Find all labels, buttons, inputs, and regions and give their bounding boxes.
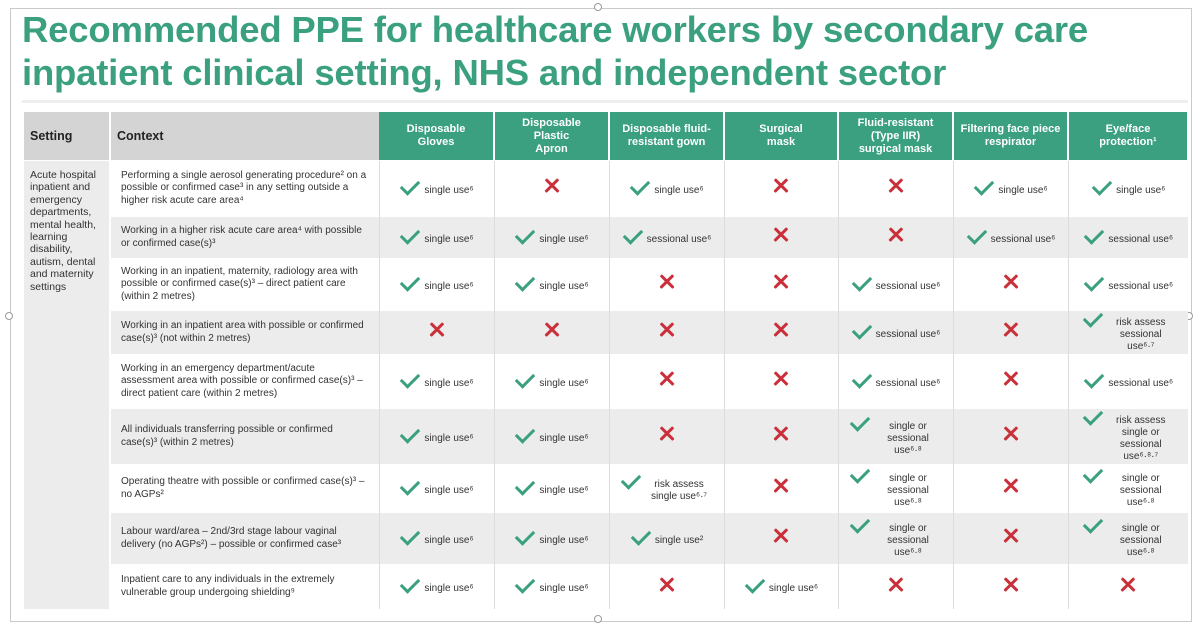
usage-label: single use⁶ bbox=[1116, 184, 1166, 196]
header-disposable-gloves: Disposable Gloves bbox=[379, 112, 494, 161]
ppe-cell bbox=[494, 311, 609, 355]
checkmark-icon bbox=[400, 224, 421, 245]
usage-label: single use⁶ bbox=[424, 582, 474, 594]
checkmark-icon bbox=[515, 525, 536, 546]
cross-icon bbox=[888, 178, 904, 194]
checkmark-icon bbox=[745, 573, 766, 594]
header-surgical-mask: Surgical mask bbox=[724, 112, 838, 161]
usage-label: single use² bbox=[654, 534, 704, 546]
ppe-cell bbox=[379, 409, 494, 465]
ppe-cell bbox=[724, 513, 838, 565]
ppe-cell bbox=[609, 355, 724, 409]
usage-label: single use⁶ bbox=[424, 534, 474, 546]
cross-icon bbox=[1003, 478, 1019, 494]
usage-label: risk assess sessional use⁶·⁷ bbox=[1116, 316, 1166, 352]
ppe-cell bbox=[1068, 565, 1188, 609]
ppe-cell bbox=[494, 565, 609, 609]
ppe-cell bbox=[724, 565, 838, 609]
ppe-cell bbox=[494, 217, 609, 259]
usage-label: sessional use⁶ bbox=[1108, 280, 1174, 292]
table-row bbox=[24, 217, 1188, 259]
usage-label: single use⁶ bbox=[539, 432, 589, 444]
usage-label: single use⁶ bbox=[768, 582, 819, 594]
usage-label: sessional use⁶ bbox=[875, 377, 941, 389]
ppe-cell bbox=[724, 311, 838, 355]
usage-label: single use⁶ bbox=[539, 484, 589, 496]
context-cell: Working in an inpatient area with possible or confirmed case(s)³ (not within 2 metres) bbox=[110, 311, 379, 355]
ppe-cell bbox=[379, 161, 494, 217]
ppe-cell bbox=[838, 565, 953, 609]
context-cell: Working in an inpatient, maternity, radiology area with possible or confirmed case(s)³ – direct patient care (within 2 metres) bbox=[110, 259, 379, 311]
checkmark-icon bbox=[400, 475, 421, 496]
usage-label: risk assess single use⁶·⁷ bbox=[650, 478, 708, 502]
checkmark-icon bbox=[850, 513, 871, 534]
ppe-cell bbox=[1068, 259, 1188, 311]
checkmark-icon bbox=[851, 271, 872, 292]
checkmark-icon bbox=[630, 175, 651, 196]
ppe-cell bbox=[494, 513, 609, 565]
table-row bbox=[24, 409, 1188, 465]
cross-icon bbox=[1003, 371, 1019, 387]
header-setting: Setting bbox=[24, 112, 110, 161]
ppe-cell bbox=[379, 355, 494, 409]
ppe-cell bbox=[1068, 311, 1188, 355]
ppe-cell bbox=[609, 259, 724, 311]
context-cell: Performing a single aerosol generating procedure² on a possible or confirmed case³ in any setting outside a higher risk acute care area⁴ bbox=[110, 161, 379, 217]
context-cell: Working in an emergency department/acute assessment area with possible or confirmed case(s)³ – direct patient care (within 2 metres) bbox=[110, 355, 379, 409]
cross-icon bbox=[888, 577, 904, 593]
ppe-cell bbox=[953, 311, 1068, 355]
cross-icon bbox=[659, 274, 675, 290]
table-row bbox=[24, 513, 1188, 565]
cross-icon bbox=[1120, 577, 1136, 593]
usage-label: single use⁶ bbox=[539, 233, 589, 245]
ppe-cell bbox=[724, 355, 838, 409]
checkmark-icon bbox=[1084, 271, 1105, 292]
checkmark-icon bbox=[515, 368, 536, 389]
ppe-cell bbox=[724, 409, 838, 465]
cross-icon bbox=[659, 322, 675, 338]
ppe-cell bbox=[494, 259, 609, 311]
checkmark-icon bbox=[400, 271, 421, 292]
cross-icon bbox=[659, 426, 675, 442]
usage-label: single or sessional use⁶·⁸ bbox=[1119, 472, 1162, 508]
header-fluid-resistant-mask: Fluid-resistant (Type IIR) surgical mask bbox=[838, 112, 953, 161]
ppe-cell bbox=[953, 259, 1068, 311]
cross-icon bbox=[1003, 577, 1019, 593]
checkmark-icon bbox=[1092, 175, 1113, 196]
checkmark-icon bbox=[851, 319, 872, 340]
ppe-cell bbox=[379, 217, 494, 259]
cross-icon bbox=[659, 371, 675, 387]
ppe-cell bbox=[838, 259, 953, 311]
ppe-cell bbox=[1068, 513, 1188, 565]
cross-icon bbox=[773, 478, 789, 494]
ppe-cell bbox=[953, 355, 1068, 409]
ppe-cell bbox=[494, 355, 609, 409]
usage-label: sessional use⁶ bbox=[1108, 377, 1174, 389]
checkmark-icon bbox=[850, 411, 871, 432]
usage-label: sessional use⁶ bbox=[646, 233, 712, 245]
usage-label: single use⁶ bbox=[424, 233, 474, 245]
usage-label: single use⁶ bbox=[424, 280, 474, 292]
ppe-cell bbox=[379, 565, 494, 609]
ppe-cell bbox=[494, 465, 609, 513]
usage-label: single use⁶ bbox=[998, 184, 1048, 196]
ppe-cell bbox=[609, 311, 724, 355]
usage-label: single use⁶ bbox=[539, 534, 589, 546]
ppe-cell bbox=[609, 565, 724, 609]
usage-label: single or sessional use⁶·⁸ bbox=[887, 420, 929, 456]
checkmark-icon bbox=[621, 469, 642, 490]
context-cell: Labour ward/area – 2nd/3rd stage labour vaginal delivery (no AGPs²) – possible or confirmed case³ bbox=[110, 513, 379, 565]
ppe-cell bbox=[609, 513, 724, 565]
ppe-cell bbox=[379, 513, 494, 565]
usage-label: single use⁶ bbox=[654, 184, 704, 196]
table-row bbox=[24, 311, 1188, 355]
checkmark-icon bbox=[622, 224, 643, 245]
ppe-cell bbox=[953, 465, 1068, 513]
cross-icon bbox=[659, 577, 675, 593]
usage-label: single use⁶ bbox=[539, 377, 589, 389]
header-disposable-gown: Disposable fluid-resistant gown bbox=[609, 112, 724, 161]
ppe-table bbox=[24, 112, 1189, 609]
context-cell: All individuals transferring possible or confirmed case(s)³ (within 2 metres) bbox=[110, 409, 379, 465]
cross-icon bbox=[773, 274, 789, 290]
ppe-cell bbox=[724, 465, 838, 513]
cross-icon bbox=[773, 426, 789, 442]
checkmark-icon bbox=[1082, 513, 1103, 534]
ppe-cell bbox=[953, 409, 1068, 465]
usage-label: single or sessional use⁶·⁸ bbox=[887, 522, 929, 558]
context-cell: Inpatient care to any individuals in the extremely vulnerable group undergoing shielding⁹ bbox=[110, 565, 379, 609]
checkmark-icon bbox=[400, 175, 421, 196]
usage-label: sessional use⁶ bbox=[875, 328, 941, 340]
ppe-cell bbox=[1068, 409, 1188, 465]
header-disposable-plastic-apron: Disposable Plastic Apron bbox=[494, 112, 609, 161]
ppe-cell bbox=[494, 409, 609, 465]
context-cell: Operating theatre with possible or confirmed case(s)³ – no AGPs² bbox=[110, 465, 379, 513]
table-row bbox=[24, 465, 1188, 513]
checkmark-icon bbox=[851, 368, 872, 389]
ppe-cell bbox=[724, 161, 838, 217]
header-filtering-face-piece-respirator: Filtering face piece respirator bbox=[953, 112, 1068, 161]
ppe-cell bbox=[609, 217, 724, 259]
cross-icon bbox=[429, 322, 445, 338]
checkmark-icon bbox=[850, 463, 871, 484]
resize-handle-left[interactable] bbox=[5, 312, 13, 320]
ppe-cell bbox=[838, 465, 953, 513]
usage-label: single use⁶ bbox=[424, 484, 474, 496]
ppe-cell bbox=[1068, 355, 1188, 409]
ppe-cell bbox=[838, 161, 953, 217]
table-header-row bbox=[24, 112, 1188, 161]
checkmark-icon bbox=[515, 271, 536, 292]
ppe-cell bbox=[838, 409, 953, 465]
checkmark-icon bbox=[400, 368, 421, 389]
checkmark-icon bbox=[400, 423, 421, 444]
ppe-cell bbox=[1068, 217, 1188, 259]
header-eye-face-protection: Eye/face protection¹ bbox=[1068, 112, 1188, 161]
ppe-cell bbox=[1068, 161, 1188, 217]
usage-label: sessional use⁶ bbox=[1108, 233, 1174, 245]
cross-icon bbox=[773, 178, 789, 194]
table-row bbox=[24, 565, 1188, 609]
ppe-cell bbox=[953, 161, 1068, 217]
checkmark-icon bbox=[1082, 463, 1103, 484]
page-title: Recommended PPE for healthcare workers by secondary care inpatient clinical setting, NHS and independent sector bbox=[22, 9, 1088, 93]
ppe-cell bbox=[379, 465, 494, 513]
usage-label: single use⁶ bbox=[539, 582, 589, 594]
checkmark-icon bbox=[515, 224, 536, 245]
ppe-cell bbox=[724, 217, 838, 259]
cross-icon bbox=[773, 371, 789, 387]
ppe-cell bbox=[609, 465, 724, 513]
ppe-cell bbox=[953, 217, 1068, 259]
checkmark-icon bbox=[1084, 368, 1105, 389]
checkmark-icon bbox=[515, 573, 536, 594]
context-cell: Working in a higher risk acute care area⁴ with possible or confirmed case(s)³ bbox=[110, 217, 379, 259]
cross-icon bbox=[1003, 274, 1019, 290]
ppe-cell bbox=[494, 161, 609, 217]
checkmark-icon bbox=[631, 525, 652, 546]
usage-label: sessional use⁶ bbox=[990, 233, 1056, 245]
usage-label: single use⁶ bbox=[539, 280, 589, 292]
checkmark-icon bbox=[515, 423, 536, 444]
ppe-cell bbox=[609, 409, 724, 465]
cross-icon bbox=[544, 322, 560, 338]
setting-cell: Acute hospital inpatient and emergency departments, mental health, learning disability, autism, dental and maternity settings bbox=[24, 161, 110, 609]
checkmark-icon bbox=[1082, 405, 1103, 426]
checkmark-icon bbox=[400, 573, 421, 594]
cross-icon bbox=[1003, 322, 1019, 338]
checkmark-icon bbox=[1084, 224, 1105, 245]
cross-icon bbox=[773, 227, 789, 243]
cross-icon bbox=[1003, 528, 1019, 544]
title-divider bbox=[22, 100, 1188, 103]
ppe-cell bbox=[953, 513, 1068, 565]
cross-icon bbox=[1003, 426, 1019, 442]
usage-label: single or sessional use⁶·⁸ bbox=[1119, 522, 1162, 558]
ppe-cell bbox=[838, 513, 953, 565]
cross-icon bbox=[773, 528, 789, 544]
usage-label: sessional use⁶ bbox=[875, 280, 941, 292]
ppe-cell bbox=[379, 259, 494, 311]
usage-label: risk assess single or sessional use⁶·⁸·⁷ bbox=[1116, 414, 1166, 462]
table-row bbox=[24, 355, 1188, 409]
table-row bbox=[24, 259, 1188, 311]
ppe-cell bbox=[838, 355, 953, 409]
resize-handle-bottom[interactable] bbox=[594, 615, 602, 623]
usage-label: single or sessional use⁶·⁸ bbox=[887, 472, 929, 508]
usage-label: single use⁶ bbox=[424, 432, 474, 444]
checkmark-icon bbox=[966, 224, 987, 245]
usage-label: single use⁶ bbox=[424, 377, 474, 389]
ppe-cell bbox=[838, 217, 953, 259]
ppe-cell bbox=[1068, 465, 1188, 513]
ppe-cell bbox=[379, 311, 494, 355]
ppe-cell bbox=[724, 259, 838, 311]
cross-icon bbox=[544, 178, 560, 194]
header-context: Context bbox=[110, 112, 379, 161]
checkmark-icon bbox=[515, 475, 536, 496]
cross-icon bbox=[888, 227, 904, 243]
usage-label: single use⁶ bbox=[424, 184, 474, 196]
checkmark-icon bbox=[1082, 307, 1103, 328]
cross-icon bbox=[773, 322, 789, 338]
checkmark-icon bbox=[400, 525, 421, 546]
table-row bbox=[24, 161, 1188, 217]
checkmark-icon bbox=[974, 175, 995, 196]
ppe-cell bbox=[838, 311, 953, 355]
ppe-cell bbox=[609, 161, 724, 217]
ppe-cell bbox=[953, 565, 1068, 609]
